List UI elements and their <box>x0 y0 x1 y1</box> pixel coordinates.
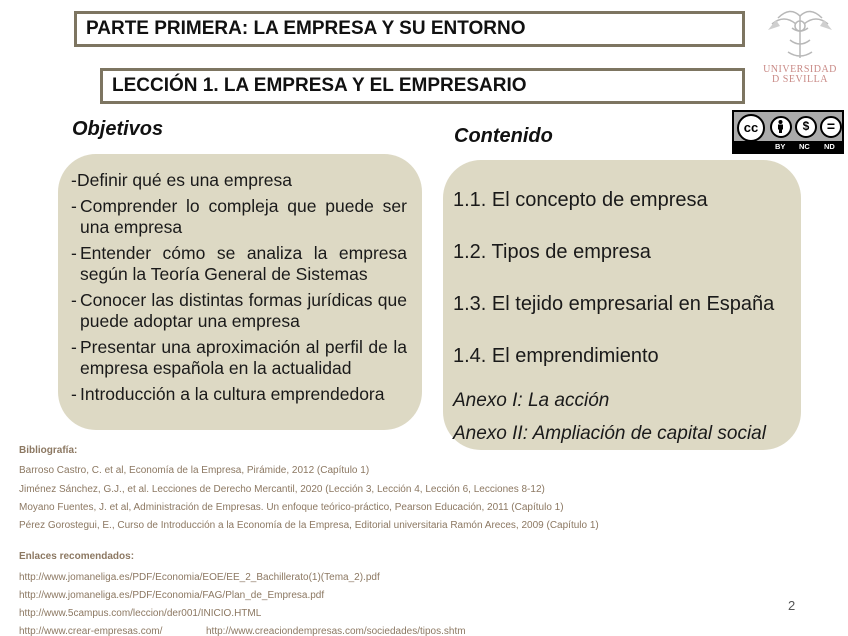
nc-label: NC <box>799 142 810 151</box>
objetivo-item: - Conocer las distintas formas jurídicas que puede adoptar una empresa <box>71 290 407 331</box>
noderivatives-icon: = <box>820 116 842 138</box>
enlaces-heading: Enlaces recomendados: <box>19 551 135 562</box>
objetivo-item: - Introducción a la cultura emprendedora <box>71 384 385 404</box>
contenido-item: 1.4. El emprendimiento <box>453 345 659 367</box>
contenido-heading: Contenido <box>454 125 553 147</box>
objetivo-item: - Comprender lo compleja que puede ser una empresa <box>71 196 407 237</box>
contenido-item: 1.1. El concepto de empresa <box>453 189 708 211</box>
noncommercial-icon: $ <box>795 116 817 138</box>
bibliografia-item: Barroso Castro, C. et al, Economía de la Empresa, Pirámide, 2012 (Capítulo 1) <box>19 465 370 476</box>
enlace-link[interactable]: http://www.crear-empresas.com/ <box>19 626 163 636</box>
enlace-link[interactable]: http://www.jomaneliga.es/PDF/Economia/EOE/EE_2_Bachillerato(1)(Tema_2).pdf <box>19 572 380 583</box>
lesson-title: LECCIÓN 1. LA EMPRESA Y EL EMPRESARIO <box>100 68 745 104</box>
nd-label: ND <box>824 142 835 151</box>
by-label: BY <box>775 142 786 151</box>
objetivos-heading: Objetivos <box>72 118 164 140</box>
university-name-line2: D SEVILLA <box>772 74 828 85</box>
by-attribution-icon <box>770 116 792 138</box>
contenido-item: 1.3. El tejido empresarial en España <box>453 293 775 315</box>
objetivo-item: - Presentar una aproximación al perfil de la empresa española en la actualidad <box>71 337 407 378</box>
university-seal-icon <box>758 4 842 66</box>
contenido-list <box>453 186 798 394</box>
enlace-link[interactable]: http://www.creaciondempresas.com/sociedades/tipos.shtm <box>206 626 466 636</box>
enlace-link[interactable]: http://www.5campus.com/leccion/der001/INICIO.HTML <box>19 608 262 619</box>
annex-item: Anexo II: Ampliación de capital social <box>453 423 766 444</box>
page-number: 2 <box>788 598 796 613</box>
enlace-link[interactable]: http://www.jomaneliga.es/PDF/Economia/FAG/Plan_de_Empresa.pdf <box>19 590 325 601</box>
bibliografia-heading: Bibliografía: <box>19 445 78 456</box>
university-logo <box>758 4 842 90</box>
contenido-item: 1.2. Tipos de empresa <box>453 241 651 263</box>
part-title: PARTE PRIMERA: LA EMPRESA Y SU ENTORNO <box>74 11 745 47</box>
objetivos-list <box>71 170 407 410</box>
annex-item: Anexo I: La acción <box>453 390 610 411</box>
objetivo-item: - Definir qué es una empresa <box>71 170 292 190</box>
cc-license-badge[interactable] <box>732 110 844 154</box>
cc-icon: cc <box>737 114 765 142</box>
objetivo-item: - Entender cómo se analiza la empresa según la Teoría General de Sistemas <box>71 243 407 284</box>
bibliografia-item: Moyano Fuentes, J. et al, Administración de Empresas. Un enfoque teórico-práctico, Pearson Educación, 2011 (Capítulo 1) <box>19 502 564 513</box>
bibliografia-item: Pérez Gorostegui, E., Curso de Introducción a la Economía de la Empresa, Editorial universitaria Ramón Areces, 2009 (Capítulo 1) <box>19 520 599 531</box>
university-name-line1: UNIVERSIDAD <box>763 64 837 75</box>
bibliografia-item: Jiménez Sánchez, G.J., et al. Lecciones de Derecho Mercantil, 2020 (Lección 3, Lección 4, Lección 6, Lecciones 8-12) <box>19 484 545 495</box>
